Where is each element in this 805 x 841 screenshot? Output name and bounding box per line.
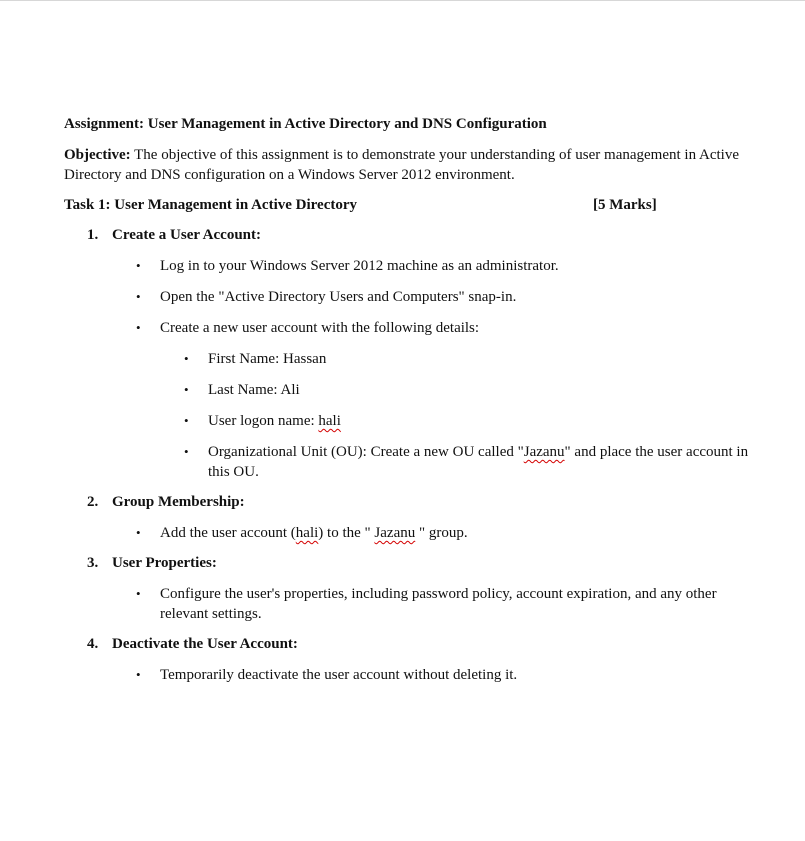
list-item: [64, 318, 754, 338]
step-2-bullets: [64, 523, 754, 543]
list-item-text: ) to the ": [318, 525, 375, 541]
list-item-text: Create a new user account with the following details:: [160, 320, 480, 336]
step-4-bullets: [64, 665, 754, 685]
bullet-icon: •: [136, 525, 141, 540]
task-1-header: [64, 195, 754, 215]
step-title: Deactivate the User Account:: [112, 636, 298, 652]
bullet-icon: •: [184, 444, 189, 459]
list-item: [64, 584, 754, 624]
list-item-text: " and place the user account in this OU.: [208, 444, 749, 480]
task-1-marks: [5 Marks]: [593, 197, 657, 213]
bullet-icon: •: [136, 667, 141, 682]
list-item: [64, 256, 754, 276]
objective-label: Objective:: [64, 147, 131, 163]
list-item-text: " group.: [415, 525, 468, 541]
task-1-title: Task 1: User Management in Active Directory: [64, 197, 358, 213]
step-number: 3.: [87, 555, 99, 571]
bullet-icon: •: [136, 320, 141, 335]
bullet-icon: •: [184, 382, 189, 397]
step-3-heading: [64, 553, 754, 573]
spellcheck-word[interactable]: hali: [318, 413, 341, 429]
objective-text: The objective of this assignment is to demonstrate your understanding of user management in Active Directory and DNS configuration on a Windows Server 2012 environment.: [64, 147, 739, 183]
step-3-bullets: [64, 584, 754, 624]
list-item: [64, 287, 754, 307]
step-number: 1.: [87, 227, 99, 243]
step-2-heading: [64, 492, 754, 512]
list-item-text: Organizational Unit (OU): Create a new OU called ": [208, 444, 524, 460]
bullet-icon: •: [184, 413, 189, 428]
list-item-text: Last Name: Ali: [208, 382, 300, 398]
step-1-bullets: [64, 256, 754, 482]
bullet-icon: •: [136, 289, 141, 304]
list-item-text: Open the "Active Directory Users and Computers" snap-in.: [160, 289, 517, 305]
list-item-ou: [64, 442, 754, 482]
document-body: [64, 114, 754, 685]
step-4-heading: [64, 634, 754, 654]
step-number: 4.: [87, 636, 99, 652]
step-1-heading: [64, 225, 754, 245]
list-item-text: Temporarily deactivate the user account without deleting it.: [160, 667, 518, 683]
list-item-text: Log in to your Windows Server 2012 machine as an administrator.: [160, 258, 559, 274]
list-item: [64, 523, 754, 543]
list-item-text: Add the user account (: [160, 525, 296, 541]
list-item-text: Configure the user's properties, including password policy, account expiration, and any other relevant settings.: [160, 586, 717, 622]
spellcheck-word[interactable]: hali: [295, 525, 319, 541]
assignment-title: Assignment: User Management in Active Directory and DNS Configuration: [64, 116, 547, 132]
spellcheck-word[interactable]: Jazanu: [374, 525, 416, 541]
objective-paragraph: [64, 145, 754, 185]
list-item: [64, 665, 754, 685]
bullet-icon: •: [184, 351, 189, 366]
spellcheck-word[interactable]: Jazanu: [523, 444, 565, 460]
list-item-text: First Name: Hassan: [208, 351, 327, 367]
step-number: 2.: [87, 494, 99, 510]
page-top-border: [0, 0, 805, 1]
step-title: Create a User Account:: [112, 227, 261, 243]
list-item-first-name: [64, 349, 754, 369]
list-item-last-name: [64, 380, 754, 400]
step-title: User Properties:: [112, 555, 217, 571]
step-title: Group Membership:: [112, 494, 245, 510]
bullet-icon: •: [136, 258, 141, 273]
bullet-icon: •: [136, 586, 141, 601]
list-item-logon-name: [64, 411, 754, 431]
list-item-text: User logon name:: [208, 413, 319, 429]
